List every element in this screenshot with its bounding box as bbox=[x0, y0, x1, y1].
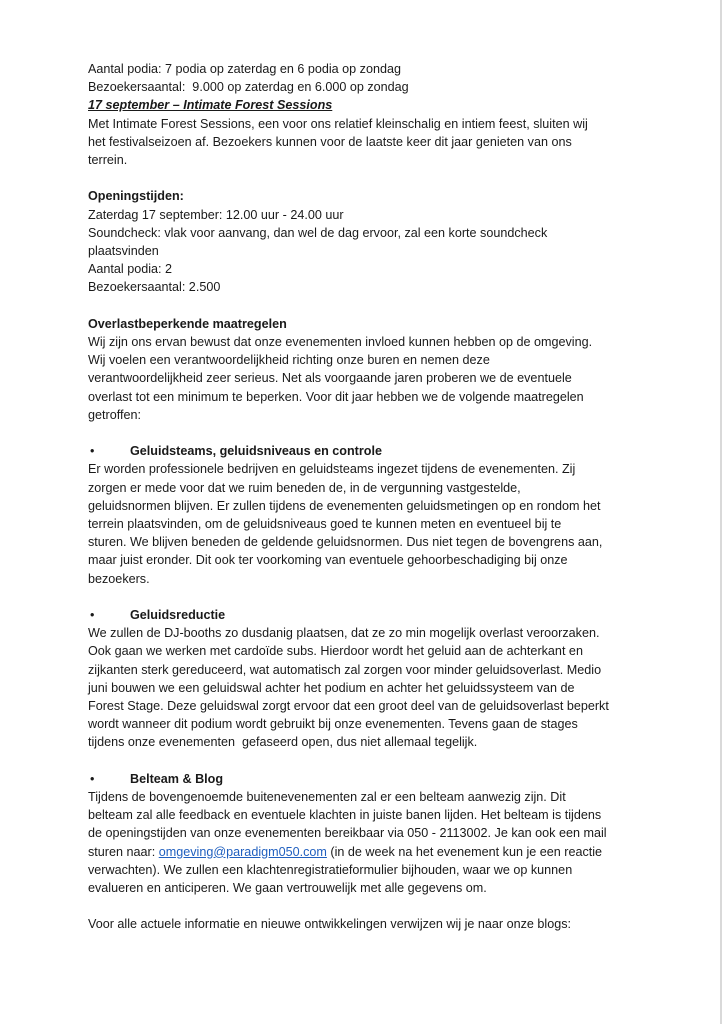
text-line: het festivalseizoen af. Bezoekers kunnen voor de laatste keer dit jaar genieten van ons bbox=[88, 134, 572, 149]
text-line: Er worden professionele bedrijven en geluidsteams ingezet tijdens de evenementen. Zij bbox=[88, 462, 576, 477]
bullet-section-belteam bbox=[88, 770, 648, 897]
closing-line: Voor alle actuele informatie en nieuwe ontwikkelingen verwijzen wij je naar onze blogs: bbox=[88, 917, 572, 932]
measures-heading: Overlastbeperkende maatregelen bbox=[88, 316, 287, 331]
mail-suffix: (in de week na het evenement kun je een reactie bbox=[326, 844, 603, 859]
text-line: maar juist eronder. Dit ook ter voorkoming van eventuele gehoorbeschadiging bij onze bbox=[88, 553, 568, 568]
text-line: de openingstijden van onze evenementen bereikbaar via 050 - 2113002. Je kan ook een mail bbox=[88, 826, 607, 841]
measures-text bbox=[88, 333, 648, 424]
text-line: evalueren en anticiperen. We gaan vertrouwelijk met alle gegevens om. bbox=[88, 881, 487, 896]
text-line: overlast tot een minimum te beperken. Voor dit jaar hebben we de volgende maatregelen bbox=[88, 389, 584, 404]
bullet-heading bbox=[88, 606, 648, 624]
bullet-section-sound-teams bbox=[88, 442, 648, 588]
bullet-icon: • bbox=[90, 444, 95, 459]
text-line: Zaterdag 17 september: 12.00 uur - 24.00 uur bbox=[88, 207, 344, 222]
text-line: zorgen er mede voor dat we ruim beneden de, in de vergunning vastgestelde, bbox=[88, 480, 521, 495]
text-line: tijdens onze evenementen gefaseerd open, dus niet allemaal tegelijk. bbox=[88, 735, 478, 750]
text-line: geluidsnormen blijven. Er zullen tijdens de evenementen geluidsmetingen op en rondom het bbox=[88, 498, 601, 513]
mail-prefix: sturen naar: bbox=[88, 844, 159, 859]
text-line: Met Intimate Forest Sessions, een voor ons relatief kleinschalig en intiem feest, sluiten wij bbox=[88, 116, 588, 131]
text-line: terrein. bbox=[88, 153, 128, 168]
bullet-title: Geluidsreductie bbox=[130, 608, 226, 623]
text-line: Bezoekersaantal: 2.500 bbox=[88, 280, 221, 295]
text-line: Wij zijn ons ervan bewust dat onze evenementen invloed kunnen hebben op de omgeving. bbox=[88, 335, 593, 350]
visitors-line: Bezoekersaantal: 9.000 op zaterdag en 6.000 op zondag bbox=[88, 80, 409, 95]
text-line: verwachten). We zullen een klachtenregistratieformulier bijhouden, waar we op kunnen bbox=[88, 862, 573, 877]
forest-sessions-title: 17 september – Intimate Forest Sessions bbox=[88, 98, 333, 113]
text-line: verantwoordelijkheid zeer serieus. Net als voorgaande jaren proberen we de eventuele bbox=[88, 371, 572, 386]
text-line: bezoekers. bbox=[88, 571, 150, 586]
bullet-title: Geluidsteams, geluidsniveaus en controle bbox=[130, 444, 382, 459]
email-link[interactable]: omgeving@paradigm050.com bbox=[158, 844, 327, 859]
bullet-icon: • bbox=[90, 608, 95, 623]
bullet-icon: • bbox=[90, 771, 95, 786]
spacer bbox=[88, 424, 648, 442]
bullet-heading bbox=[88, 770, 648, 788]
spacer bbox=[88, 297, 648, 315]
text-line: Ook gaan we werken met cardoïde subs. Hierdoor wordt het geluid aan de achterkant en bbox=[88, 644, 583, 659]
text-line: Aantal podia: 2 bbox=[88, 262, 173, 277]
bullet-heading bbox=[88, 442, 648, 460]
text-line: Wij voelen een verantwoordelijkheid richting onze buren en nemen deze bbox=[88, 353, 490, 368]
spacer bbox=[88, 752, 648, 770]
spacer bbox=[88, 588, 648, 606]
text-line: juni bouwen we een geluidswal achter het podium en achter het geluidssysteem van de bbox=[88, 680, 575, 695]
text-line: We zullen de DJ-booths zo dusdanig plaatsen, dat ze zo min mogelijk overlast veroorzaken. bbox=[88, 626, 600, 641]
podia-line: Aantal podia: 7 podia op zaterdag en 6 podia op zondag bbox=[88, 62, 401, 76]
text-line: getroffen: bbox=[88, 407, 141, 422]
text-line: Tijdens de bovengenoemde buitenevenementen zal er een belteam aanwezig zijn. Dit bbox=[88, 790, 566, 805]
text-line: zijkanten sterk gereduceerd, wat automatisch zal zorgen voor minder geluidsoverlast. Medio bbox=[88, 662, 602, 677]
mail-line bbox=[88, 843, 648, 861]
opening-hours-text bbox=[88, 206, 648, 297]
opening-hours-heading: Openingstijden: bbox=[88, 189, 184, 204]
bullet-section-sound-reduction bbox=[88, 606, 648, 752]
document-page bbox=[88, 60, 648, 934]
text-line: Forest Stage. Deze geluidswal zorgt ervoor dat een groot deel van de geluidsoverlast beperkt bbox=[88, 699, 609, 714]
bullet-title: Belteam & Blog bbox=[130, 771, 224, 786]
spacer bbox=[88, 169, 648, 187]
forest-sessions-text bbox=[88, 115, 648, 170]
text-line: terrein plaatsvinden, om de geluidsniveaus goed te kunnen meten en eventueel bij te bbox=[88, 517, 562, 532]
text-line: wordt wanneer dit podium wordt gebruikt bij onze evenementen. Tevens gaan de stages bbox=[88, 717, 578, 732]
spacer bbox=[88, 897, 648, 915]
text-line: belteam zal alle feedback en eventuele klachten in juiste banen lijden. Het belteam is tijdens bbox=[88, 808, 602, 823]
text-line: sturen. We blijven beneden de geldende geluidsnormen. Dus niet tegen de bovengrens aan, bbox=[88, 535, 603, 550]
text-line: plaatsvinden bbox=[88, 244, 159, 259]
text-line: Soundcheck: vlak voor aanvang, dan wel de dag ervoor, zal een korte soundcheck bbox=[88, 225, 548, 240]
